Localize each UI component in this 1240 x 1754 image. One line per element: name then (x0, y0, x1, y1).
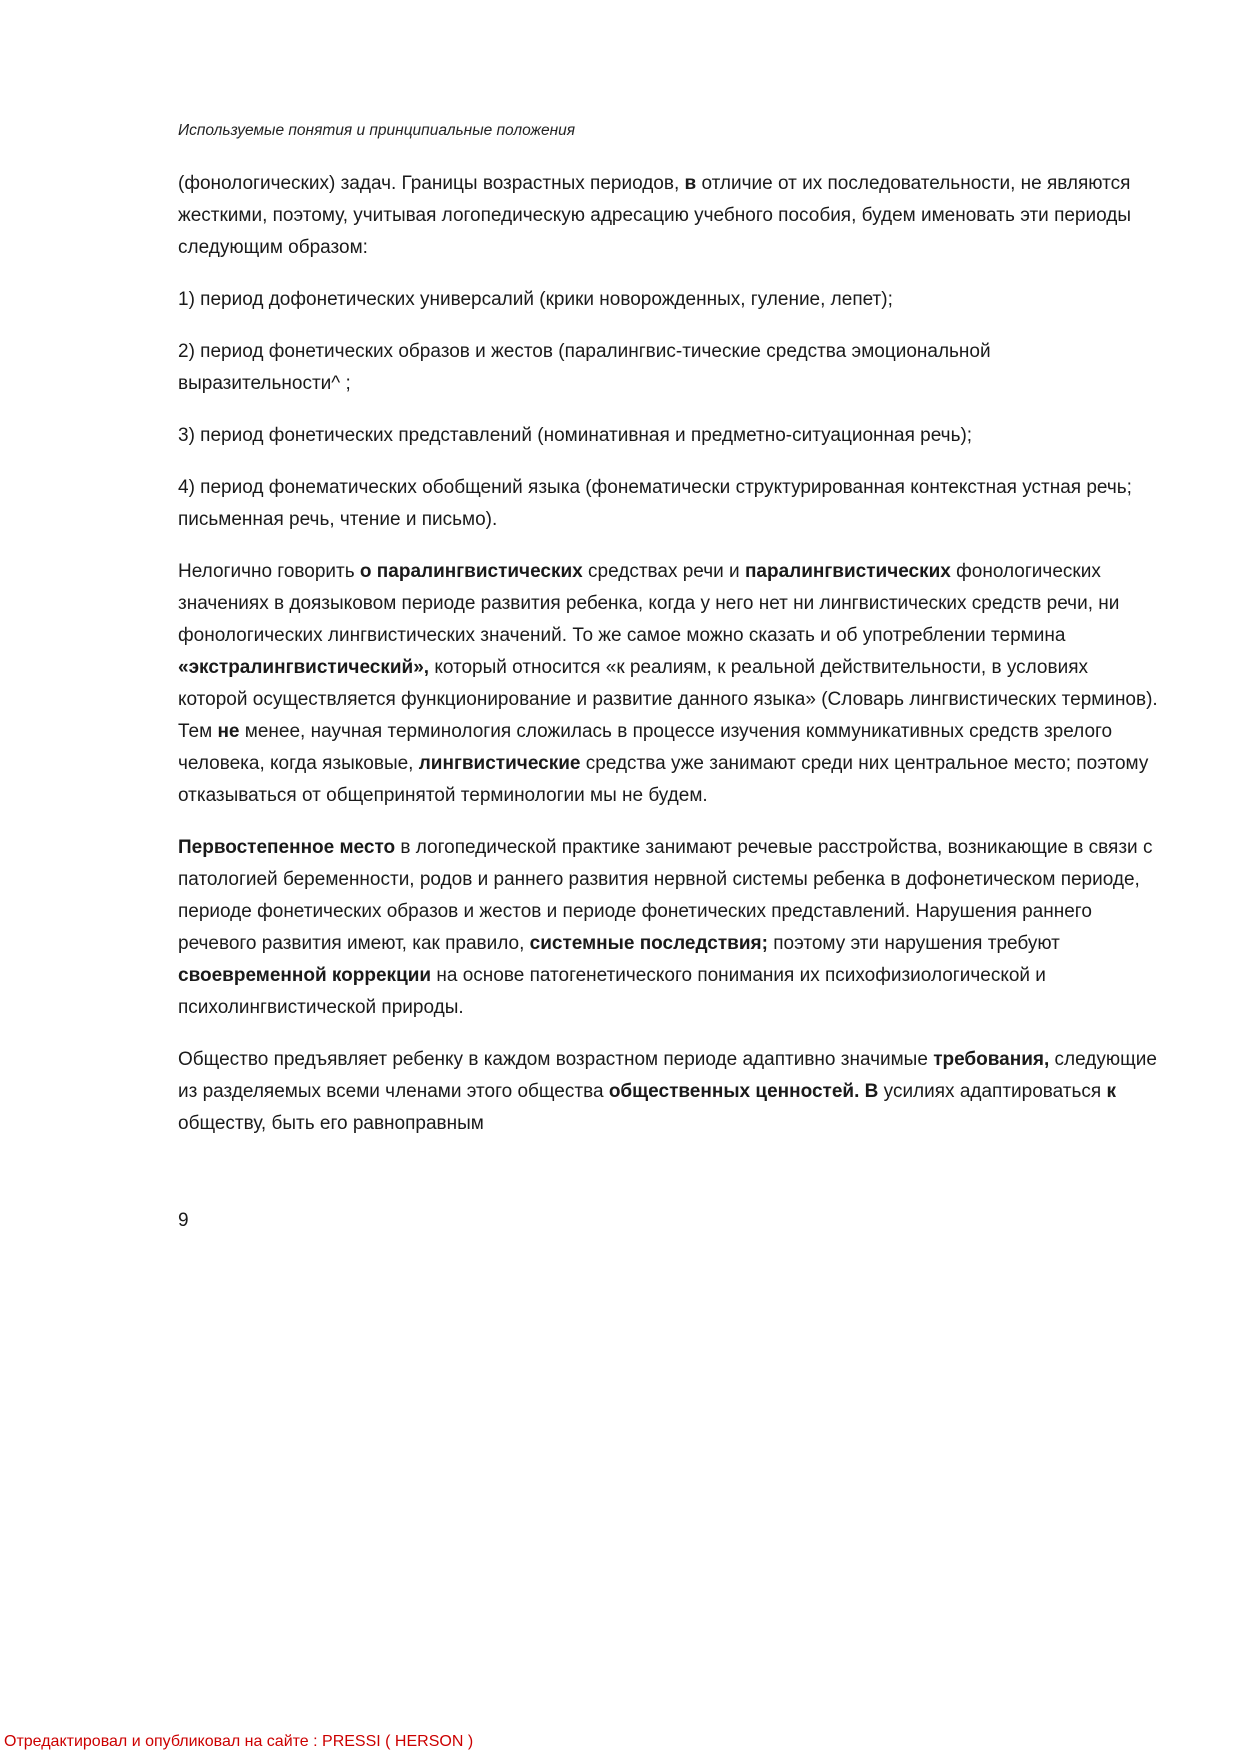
text-run: поэтому эти нарушения требуют (767, 933, 1060, 954)
text-run: на основе патогенетического понимания их психофизиологической и психолингвистической природы. (178, 965, 1046, 1018)
bold-text-run: своевременной коррекции (178, 965, 432, 986)
text-run: Общество предъявляет ребенку в каждом возрастном периоде адаптивно значимые (178, 1049, 934, 1070)
text-run: в логопедической практике занимают речевые расстройства, возникающие в связи с патологией беременности, родов и раннего развития нервной системы ребенка в дофонетическом периоде, периоде фонетических образов и жестов и периоде фонетических представлений. Нарушения раннего речевого развития имеют, как правило, (178, 837, 1153, 954)
text-run: средствах речи и (582, 561, 745, 582)
bold-text-run: лингвистические (418, 753, 581, 774)
bold-text-run: «экстралингвистический», (178, 657, 430, 678)
text-run: Нелогично говорить (178, 561, 360, 582)
text-run: менее, научная терминология сложилась в процессе изучения коммуникативных средств зрелого человека, когда языковые, (178, 721, 1113, 774)
paragraph (178, 832, 1158, 1024)
page-number: 9 (178, 1210, 189, 1231)
paragraph (178, 168, 1158, 264)
text-run: обществу, быть его равноправным (178, 1113, 484, 1134)
running-header: Используемые понятия и принципиальные положения (178, 122, 576, 139)
text-run: 4) период фонематических обобщений языка (фонематически структурированная контекстная устная речь; письменная речь, чтение и письмо). (178, 477, 1132, 530)
text-run: 3) период фонетических представлений (номинативная и предметно-ситуационная речь); (178, 425, 973, 446)
bold-text-run: паралингвистических (744, 561, 951, 582)
bold-text-run: в (684, 173, 697, 194)
paragraph (178, 420, 1158, 452)
text-run: отличие от их последовательности, не являются жесткими, поэтому, учитывая логопедическую адресацию учебного пособия, будем именовать эти периоды следующим образом: (178, 173, 1131, 258)
bold-text-run: о паралингвистических (359, 561, 583, 582)
bold-text-run: общественных ценностей. (608, 1081, 860, 1102)
text-run: усилиях адаптироваться (878, 1081, 1107, 1102)
bold-text-run: Первостепенное место (178, 837, 396, 858)
bold-text-run: не (217, 721, 240, 742)
text-run: фонологических значениях в доязыковом периоде развития ребенка, когда у него нет ни лингвистических средств речи, ни фонологических лингвистических значений. То же самое можно сказать и об употреблении термина (178, 561, 1120, 646)
paragraph (178, 284, 1158, 316)
paragraph (178, 472, 1158, 536)
bold-text-run: системные последствия; (529, 933, 768, 954)
text-run: который относится «к реалиям, к реальной действительности, в условиях которой осуществляется функционирование и развитие данного языка» (Словарь лингвистических терминов). Тем (178, 657, 1158, 742)
publisher-credit: Отредактировал и опубликовал на сайте : PRESSI ( HERSON ) (4, 1733, 474, 1750)
text-run: средства уже занимают среди них центральное место; поэтому отказываться от общепринятой терминологии мы не будем. (178, 753, 1149, 806)
paragraph (178, 336, 1158, 400)
bold-text-run: требования, (933, 1049, 1050, 1070)
text-run: следующие из разделяемых всеми членами этого общества (178, 1049, 1157, 1102)
bold-text-run: к (1106, 1081, 1116, 1102)
text-run: 1) период дофонетических универсалий (крики новорожденных, гуление, лепет); (178, 289, 893, 310)
paragraph (178, 556, 1158, 812)
paragraph (178, 1044, 1158, 1140)
body-text (178, 168, 1158, 1160)
text-run: 2) период фонетических образов и жестов (паралингвис-тические средства эмоциональной выразительности^ ; (178, 341, 991, 394)
bold-text-run: В (864, 1081, 879, 1102)
text-run: (фонологических) задач. Границы возрастных периодов, (178, 173, 685, 194)
